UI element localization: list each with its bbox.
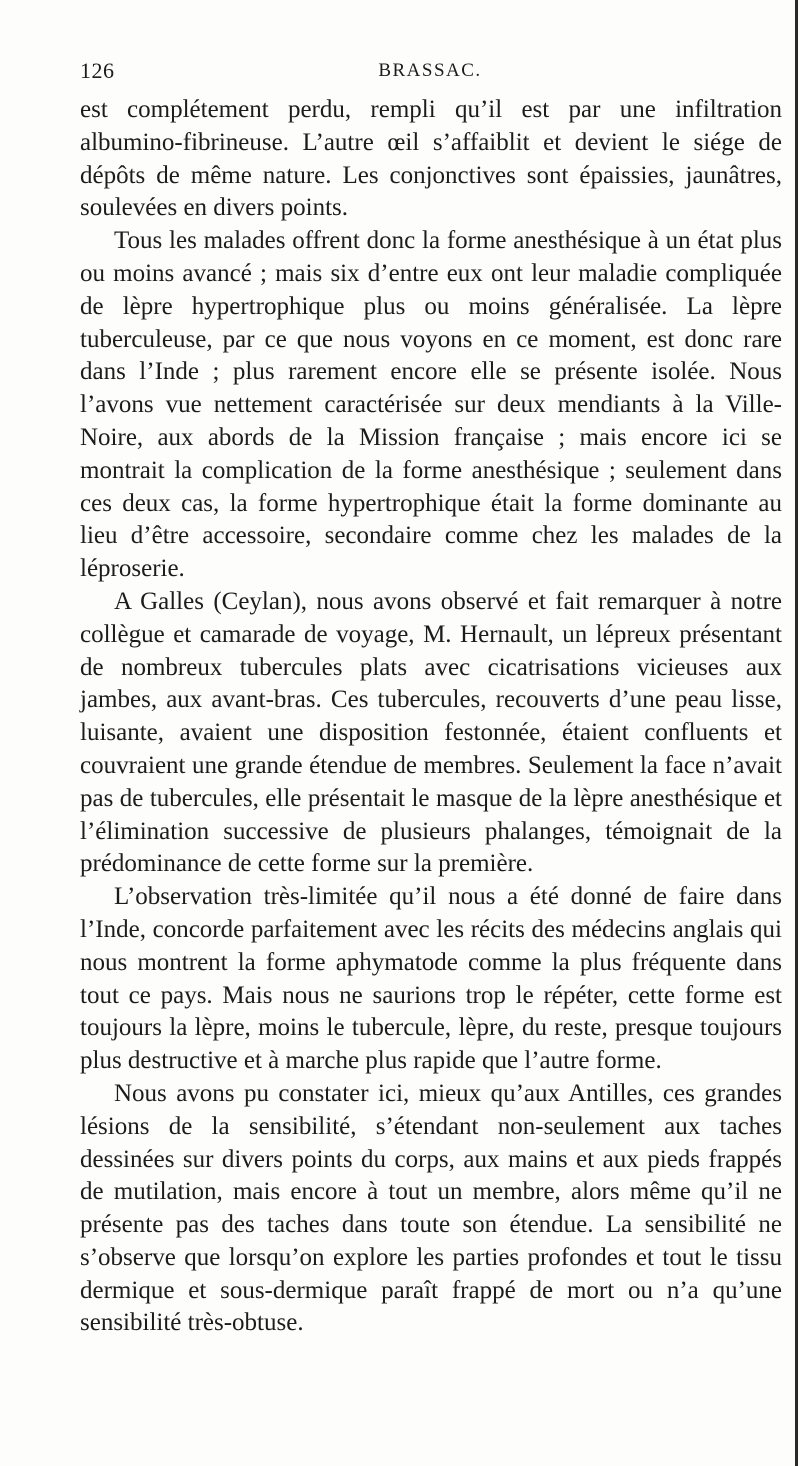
paragraph-5: Nous avons pu constater ici, mieux qu’aux Antilles, ces grandes lésions de la sensibilité, s’étendant non-seulement aux taches dessinées sur divers points du corps, aux mains et aux pieds frappés de mutilation, mais encore à tout un membre, alors même qu’il ne présente pas des taches dans toute son étendue. La sensibilité ne s’observe que lorsqu’on explore les parties profondes et tout le tissu dermique et sous-dermique paraît frappé de mort ou n’a qu’une sensibilité très-obtuse. xyxy=(80,1079,782,1337)
page-number: 126 xyxy=(80,58,115,83)
page-header xyxy=(80,58,780,88)
paragraph-2: Tous les malades offrent donc la forme anesthésique à un état plus ou moins avancé ; mais six d’entre eux ont leur maladie compliquée de lèpre hypertrophique plus ou moins généralisée. La lèpre tuberculeuse, par ce que nous voyons en ce moment, est donc rare dans l’Inde ; plus rarement encore elle se présente isolée. Nous l’avons vue nettement caractérisée sur deux mendiants à la Ville-Noire, aux abords de la Mission française ; mais encore ici se montrait la complication de la forme anesthésique ; seulement dans ces deux cas, la forme hypertrophique était la forme dominante au lieu d’être accessoire, secondaire comme chez les malades de la léproserie. xyxy=(80,227,782,583)
page-edge-line xyxy=(795,0,798,1466)
running-head: BRASSAC. xyxy=(378,60,482,81)
paragraph-3: A Galles (Ceylan), nous avons observé et fait remarquer à notre collègue et camarade de voyage, M. Hernault, un lépreux présentant de nombreux tubercules plats avec cicatrisations vicieuses aux jambes, aux avant-bras. Ces tubercules, recouverts d’une peau lisse, luisante, avaient une disposition festonnée, étaient confluents et couvraient une grande étendue de membres. Seulement la face n’avait pas de tubercules, elle présentait le masque de la lèpre anesthésique et l’élimination successive de plusieurs phalanges, témoignait de la prédominance de cette forme sur la première. xyxy=(80,587,782,878)
paragraph-1: est complétement perdu, rempli qu’il est par une infiltration albumino-fibrineuse. L’autre œil s’affaiblit et devient le siége de dépôts de même nature. Les conjonctives sont épaissies, jaunâtres, soulevées en divers points. xyxy=(80,96,782,222)
paragraph-4: L’observation très-limitée qu’il nous a été donné de faire dans l’Inde, concorde parfaitement avec les récits des médecins anglais qui nous montrent la forme aphymatode comme la plus fréquente dans tout ce pays. Mais nous ne saurions trop le répéter, cette forme est toujours la lèpre, moins le tubercule, lèpre, du reste, presque toujours plus destructive et à marche plus rapide que l’autre forme. xyxy=(80,883,782,1075)
body-text xyxy=(80,94,782,1340)
